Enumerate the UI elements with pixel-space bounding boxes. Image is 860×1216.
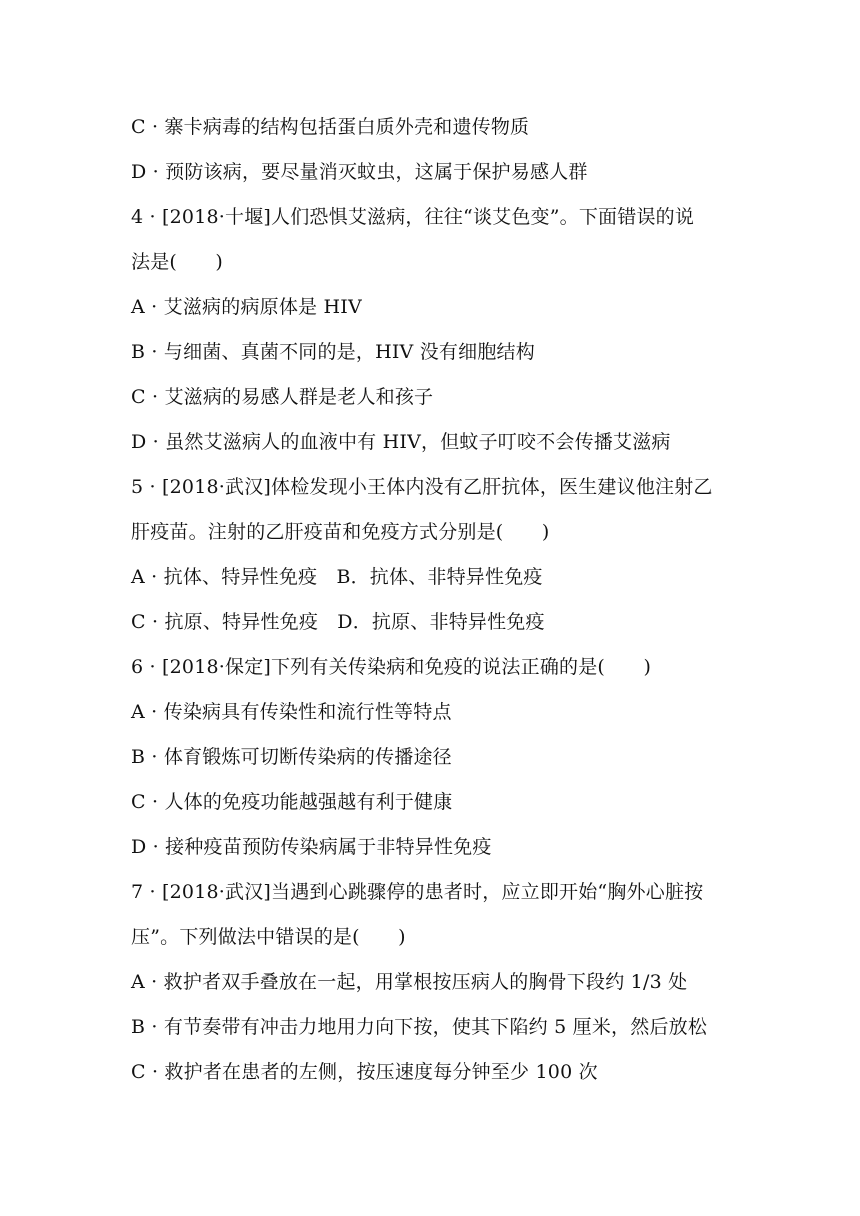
option-a-q4: A · 艾滋病的病原体是 HIV — [131, 296, 362, 318]
option-b-q4: B · 与细菌、真菌不同的是，HIV 没有细胞结构 — [131, 341, 535, 363]
options-cd-q5: C · 抗原、特异性免疫 D．抗原、非特异性免疫 — [131, 611, 545, 633]
option-c-q7: C · 救护者在患者的左侧，按压速度每分钟至少 100 次 — [131, 1061, 598, 1083]
question-4-stem-line2: 法是( ) — [131, 251, 224, 273]
option-d-q6: D · 接种疫苗预防传染病属于非特异性免疫 — [131, 836, 492, 858]
option-d-q3: D · 预防该病，要尽量消灭蚊虫，这属于保护易感人群 — [131, 161, 588, 183]
option-c-q6: C · 人体的免疫功能越强越有利于健康 — [131, 791, 453, 813]
question-6-stem: 6 · [2018·保定]下列有关传染病和免疫的说法正确的是( ) — [131, 656, 652, 678]
option-c-q3: C · 寨卡病毒的结构包括蛋白质外壳和遗传物质 — [131, 116, 530, 138]
option-c-q4: C · 艾滋病的易感人群是老人和孩子 — [131, 386, 434, 408]
question-7-stem-line2: 压”。下列做法中错误的是( ) — [131, 926, 406, 948]
question-7-stem-line1: 7 · [2018·武汉]当遇到心跳骤停的患者时，应立即开始“胸外心脏按 — [131, 881, 704, 903]
question-5-stem-line2: 肝疫苗。注射的乙肝疫苗和免疫方式分别是( ) — [131, 521, 550, 543]
option-a-q6: A · 传染病具有传染性和流行性等特点 — [131, 701, 452, 723]
option-b-q6: B · 体育锻炼可切断传染病的传播途径 — [131, 746, 452, 768]
option-a-q7: A · 救护者双手叠放在一起，用掌根按压病人的胸骨下段约 1/3 处 — [131, 971, 688, 993]
options-ab-q5: A · 抗体、特异性免疫 B．抗体、非特异性免疫 — [131, 566, 543, 588]
question-4-stem-line1: 4 · [2018·十堰]人们恐惧艾滋病，往往“谈艾色变”。下面错误的说 — [131, 206, 695, 228]
question-5-stem-line1: 5 · [2018·武汉]体检发现小王体内没有乙肝抗体，医生建议他注射乙 — [131, 476, 713, 498]
option-d-q4: D · 虽然艾滋病人的血液中有 HIV，但蚊子叮咬不会传播艾滋病 — [131, 431, 671, 453]
option-b-q7: B · 有节奏带有冲击力地用力向下按，使其下陷约 5 厘米，然后放松 — [131, 1016, 708, 1038]
